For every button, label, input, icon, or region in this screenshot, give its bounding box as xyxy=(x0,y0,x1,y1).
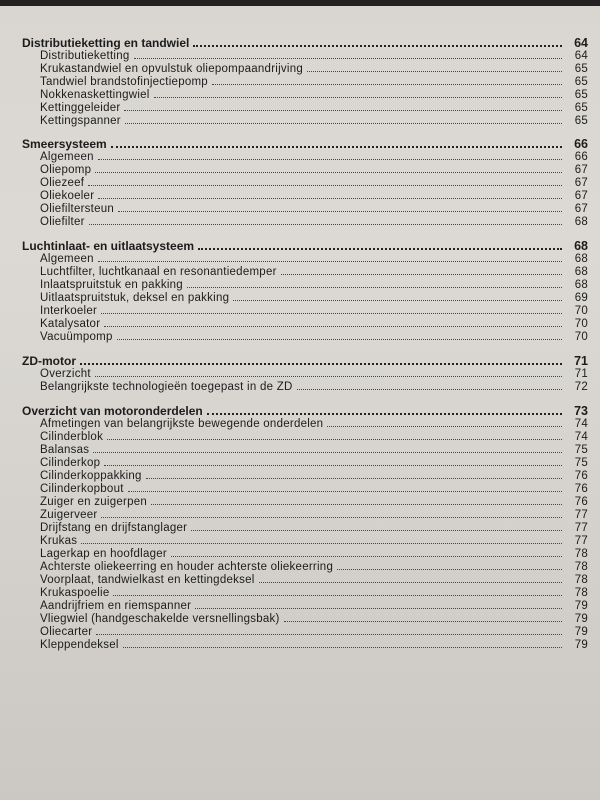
toc-page-number: 74 xyxy=(574,418,588,430)
toc-entry-label: Afmetingen van belangrijkste bewegende onderdelen xyxy=(40,418,324,430)
dot-leader xyxy=(93,451,562,453)
toc-entry[interactable] xyxy=(22,63,588,76)
toc-entry-label: Vliegwiel (handgeschakelde versnellingsbak) xyxy=(40,613,280,625)
toc-page-number: 67 xyxy=(574,203,588,215)
toc-entry-label: Krukastandwiel en opvulstuk oliepompaandrijving xyxy=(40,63,303,75)
dot-leader xyxy=(134,57,562,59)
dot-leader xyxy=(118,210,562,212)
toc-page-number: 78 xyxy=(574,574,588,586)
toc-page-number: 76 xyxy=(574,483,588,495)
toc-page-number: 75 xyxy=(574,457,588,469)
toc-entry[interactable] xyxy=(22,76,588,89)
toc-entry-label: Oliekoeler xyxy=(40,190,95,202)
toc-entry-label: Cilinderkop xyxy=(40,457,101,469)
dot-leader xyxy=(81,542,562,544)
dot-leader xyxy=(146,477,562,479)
toc-entry-label: Katalysator xyxy=(40,318,101,330)
dot-leader xyxy=(307,70,562,72)
dot-leader xyxy=(117,338,562,340)
toc-entry[interactable] xyxy=(22,535,588,548)
toc-entry-label: Aandrijfriem en riemspanner xyxy=(40,600,192,612)
dot-leader xyxy=(95,171,562,173)
toc-entry-label: Interkoeler xyxy=(40,305,98,317)
toc-entry-label: Algemeen xyxy=(40,151,94,163)
toc-entry[interactable] xyxy=(22,509,588,522)
toc-entry-label: Cilinderkopbout xyxy=(40,483,124,495)
toc-entry[interactable] xyxy=(22,418,588,431)
dot-leader xyxy=(198,247,562,250)
toc-entry[interactable] xyxy=(22,89,588,102)
toc-heading-label: ZD-motor xyxy=(22,354,76,368)
toc-entry[interactable] xyxy=(22,50,588,63)
toc-page-number: 65 xyxy=(574,76,588,88)
dot-leader xyxy=(327,425,562,427)
toc-heading-label: Overzicht van motoronderdelen xyxy=(22,404,203,418)
toc-entry-label: Lagerkap en hoofdlager xyxy=(40,548,167,560)
top-rule xyxy=(0,0,600,6)
toc-entry-label: Oliefilter xyxy=(40,216,85,228)
toc-entry[interactable] xyxy=(22,216,588,229)
dot-leader xyxy=(123,646,562,648)
dot-leader xyxy=(104,464,562,466)
toc-page-number: 69 xyxy=(574,292,588,304)
toc-page-number: 67 xyxy=(574,190,588,202)
toc-entry[interactable] xyxy=(22,151,588,164)
toc-page-number: 70 xyxy=(574,305,588,317)
toc-entry[interactable] xyxy=(22,305,588,318)
toc-page-number: 71 xyxy=(574,354,588,368)
toc-entry-label: Cilinderkoppakking xyxy=(40,470,142,482)
toc-section-luchtinlaat xyxy=(22,239,588,344)
dot-leader xyxy=(128,490,562,492)
toc-entry-label: Vacuümpomp xyxy=(40,331,113,343)
toc-page-number: 74 xyxy=(574,431,588,443)
toc-entry[interactable] xyxy=(22,318,588,331)
toc-section-zd-motor xyxy=(22,354,588,394)
toc-heading-label: Distributieketting en tandwiel xyxy=(22,36,190,50)
toc-page-number: 73 xyxy=(574,404,588,418)
dot-leader xyxy=(171,555,562,557)
toc-entry[interactable] xyxy=(22,639,588,652)
toc-entry-label: Oliefiltersteun xyxy=(40,203,115,215)
dot-leader xyxy=(284,620,562,622)
dot-leader xyxy=(98,158,562,160)
toc-entry-label: Overzicht xyxy=(40,368,91,380)
toc-entry-label: Luchtfilter, luchtkanaal en resonantiedemper xyxy=(40,266,277,278)
toc-page-number: 78 xyxy=(574,561,588,573)
toc-entry[interactable] xyxy=(22,587,588,600)
toc-page-number: 79 xyxy=(574,613,588,625)
toc-page-number: 76 xyxy=(574,470,588,482)
dot-leader xyxy=(95,375,562,377)
toc-entry-label: Balansas xyxy=(40,444,90,456)
toc-entry-label: Inlaatspruitstuk en pakking xyxy=(40,279,183,291)
toc-entry[interactable] xyxy=(22,470,588,483)
toc-section-heading[interactable] xyxy=(22,36,588,50)
toc-section-heading[interactable] xyxy=(22,239,588,253)
toc-entry[interactable] xyxy=(22,561,588,574)
toc-entry-label: Kleppendeksel xyxy=(40,639,119,651)
toc-entry[interactable] xyxy=(22,279,588,292)
toc-page-number: 75 xyxy=(574,444,588,456)
toc-entry-label: Zuiger en zuigerpen xyxy=(40,496,148,508)
toc-page-number: 68 xyxy=(574,253,588,265)
toc-entry[interactable] xyxy=(22,177,588,190)
toc-entry-label: Belangrijkste technologieën toegepast in de ZD xyxy=(40,381,293,393)
toc-page-number: 79 xyxy=(574,626,588,638)
toc-section-distributieketting xyxy=(22,36,588,128)
dot-leader xyxy=(125,122,562,124)
dot-leader xyxy=(88,184,562,186)
toc-entry-label: Oliecarter xyxy=(40,626,93,638)
toc-entry-label: Voorplaat, tandwielkast en kettingdeksel xyxy=(40,574,255,586)
dot-leader xyxy=(195,607,562,609)
toc-section-heading[interactable] xyxy=(22,404,588,418)
toc-page-number: 79 xyxy=(574,639,588,651)
toc-entry[interactable] xyxy=(22,613,588,626)
dot-leader xyxy=(151,503,562,505)
dot-leader xyxy=(80,362,562,365)
toc-entry-label: Tandwiel brandstofinjectiepomp xyxy=(40,76,208,88)
toc-page-number: 78 xyxy=(574,548,588,560)
dot-leader xyxy=(207,412,562,415)
toc-page-number: 68 xyxy=(574,216,588,228)
toc-entry[interactable] xyxy=(22,266,588,279)
toc-page-number: 72 xyxy=(574,381,588,393)
toc-page-number: 65 xyxy=(574,102,588,114)
toc-entry[interactable] xyxy=(22,626,588,639)
toc-page-number: 64 xyxy=(574,36,588,50)
toc-entry[interactable] xyxy=(22,548,588,561)
dot-leader xyxy=(154,96,562,98)
toc-page-number: 68 xyxy=(574,266,588,278)
toc-entry-label: Achterste oliekeerring en houder achterste oliekeerring xyxy=(40,561,334,573)
toc-entry-label: Distributieketting xyxy=(40,50,130,62)
toc-entry[interactable] xyxy=(22,444,588,457)
toc-entry-label: Kettinggeleider xyxy=(40,102,121,114)
toc-entry[interactable] xyxy=(22,431,588,444)
toc-entry[interactable] xyxy=(22,522,588,535)
toc-page-number: 64 xyxy=(574,50,588,62)
toc-page-number: 77 xyxy=(574,522,588,534)
toc-page-number: 65 xyxy=(574,115,588,127)
toc-page-number: 65 xyxy=(574,89,588,101)
toc-page-number: 70 xyxy=(574,331,588,343)
toc-page-number: 78 xyxy=(574,587,588,599)
toc-entry-label: Uitlaatspruitstuk, deksel en pakking xyxy=(40,292,230,304)
toc-page-number: 77 xyxy=(574,535,588,547)
toc-page-number: 66 xyxy=(574,137,588,151)
toc-entry-label: Nokkenaskettingwiel xyxy=(40,89,150,101)
toc-entry-label: Zuigerveer xyxy=(40,509,98,521)
toc-entry[interactable] xyxy=(22,381,588,394)
toc-entry-label: Drijfstang en drijfstanglager xyxy=(40,522,188,534)
toc-entry-label: Krukaspoelie xyxy=(40,587,110,599)
toc-entry[interactable] xyxy=(22,292,588,305)
toc-section-smeersysteem xyxy=(22,137,588,229)
table-of-contents xyxy=(22,36,588,652)
dot-leader xyxy=(233,299,562,301)
dot-leader xyxy=(281,273,562,275)
toc-entry[interactable] xyxy=(22,190,588,203)
toc-page-number: 79 xyxy=(574,600,588,612)
dot-leader xyxy=(259,581,562,583)
toc-section-heading[interactable] xyxy=(22,137,588,151)
toc-entry-label: Oliepomp xyxy=(40,164,92,176)
dot-leader xyxy=(101,516,562,518)
dot-leader xyxy=(96,633,562,635)
toc-page-number: 77 xyxy=(574,509,588,521)
toc-entry[interactable] xyxy=(22,102,588,115)
toc-entry-label: Cilinderblok xyxy=(40,431,104,443)
toc-page-number: 70 xyxy=(574,318,588,330)
toc-heading-label: Smeersysteem xyxy=(22,137,107,151)
dot-leader xyxy=(104,325,562,327)
toc-entry-label: Algemeen xyxy=(40,253,94,265)
toc-entry[interactable] xyxy=(22,483,588,496)
toc-entry[interactable] xyxy=(22,574,588,587)
toc-page-number: 68 xyxy=(574,239,588,253)
dot-leader xyxy=(337,568,562,570)
toc-page-number: 76 xyxy=(574,496,588,508)
toc-entry[interactable] xyxy=(22,164,588,177)
dot-leader xyxy=(98,260,562,262)
toc-entry[interactable] xyxy=(22,331,588,344)
toc-entry[interactable] xyxy=(22,457,588,470)
toc-entry[interactable] xyxy=(22,115,588,128)
toc-entry-label: Oliezeef xyxy=(40,177,85,189)
dot-leader xyxy=(193,44,562,47)
dot-leader xyxy=(297,388,562,390)
toc-entry[interactable] xyxy=(22,600,588,613)
toc-page-number: 66 xyxy=(574,151,588,163)
dot-leader xyxy=(124,109,562,111)
dot-leader xyxy=(191,529,562,531)
toc-entry[interactable] xyxy=(22,253,588,266)
dot-leader xyxy=(212,83,562,85)
dot-leader xyxy=(89,223,562,225)
toc-entry[interactable] xyxy=(22,203,588,216)
dot-leader xyxy=(101,312,562,314)
toc-page-number: 67 xyxy=(574,164,588,176)
toc-entry-label: Krukas xyxy=(40,535,78,547)
toc-page-number: 71 xyxy=(574,368,588,380)
toc-entry[interactable] xyxy=(22,368,588,381)
toc-page-number: 68 xyxy=(574,279,588,291)
toc-page-number: 65 xyxy=(574,63,588,75)
toc-section-heading[interactable] xyxy=(22,354,588,368)
toc-entry-label: Kettingspanner xyxy=(40,115,121,127)
toc-entry[interactable] xyxy=(22,496,588,509)
dot-leader xyxy=(98,197,562,199)
dot-leader xyxy=(111,145,562,148)
toc-heading-label: Luchtinlaat- en uitlaatsysteem xyxy=(22,239,195,253)
dot-leader xyxy=(187,286,562,288)
toc-section-motoronderdelen xyxy=(22,404,588,652)
toc-page-number: 67 xyxy=(574,177,588,189)
dot-leader xyxy=(107,438,562,440)
dot-leader xyxy=(113,594,562,596)
